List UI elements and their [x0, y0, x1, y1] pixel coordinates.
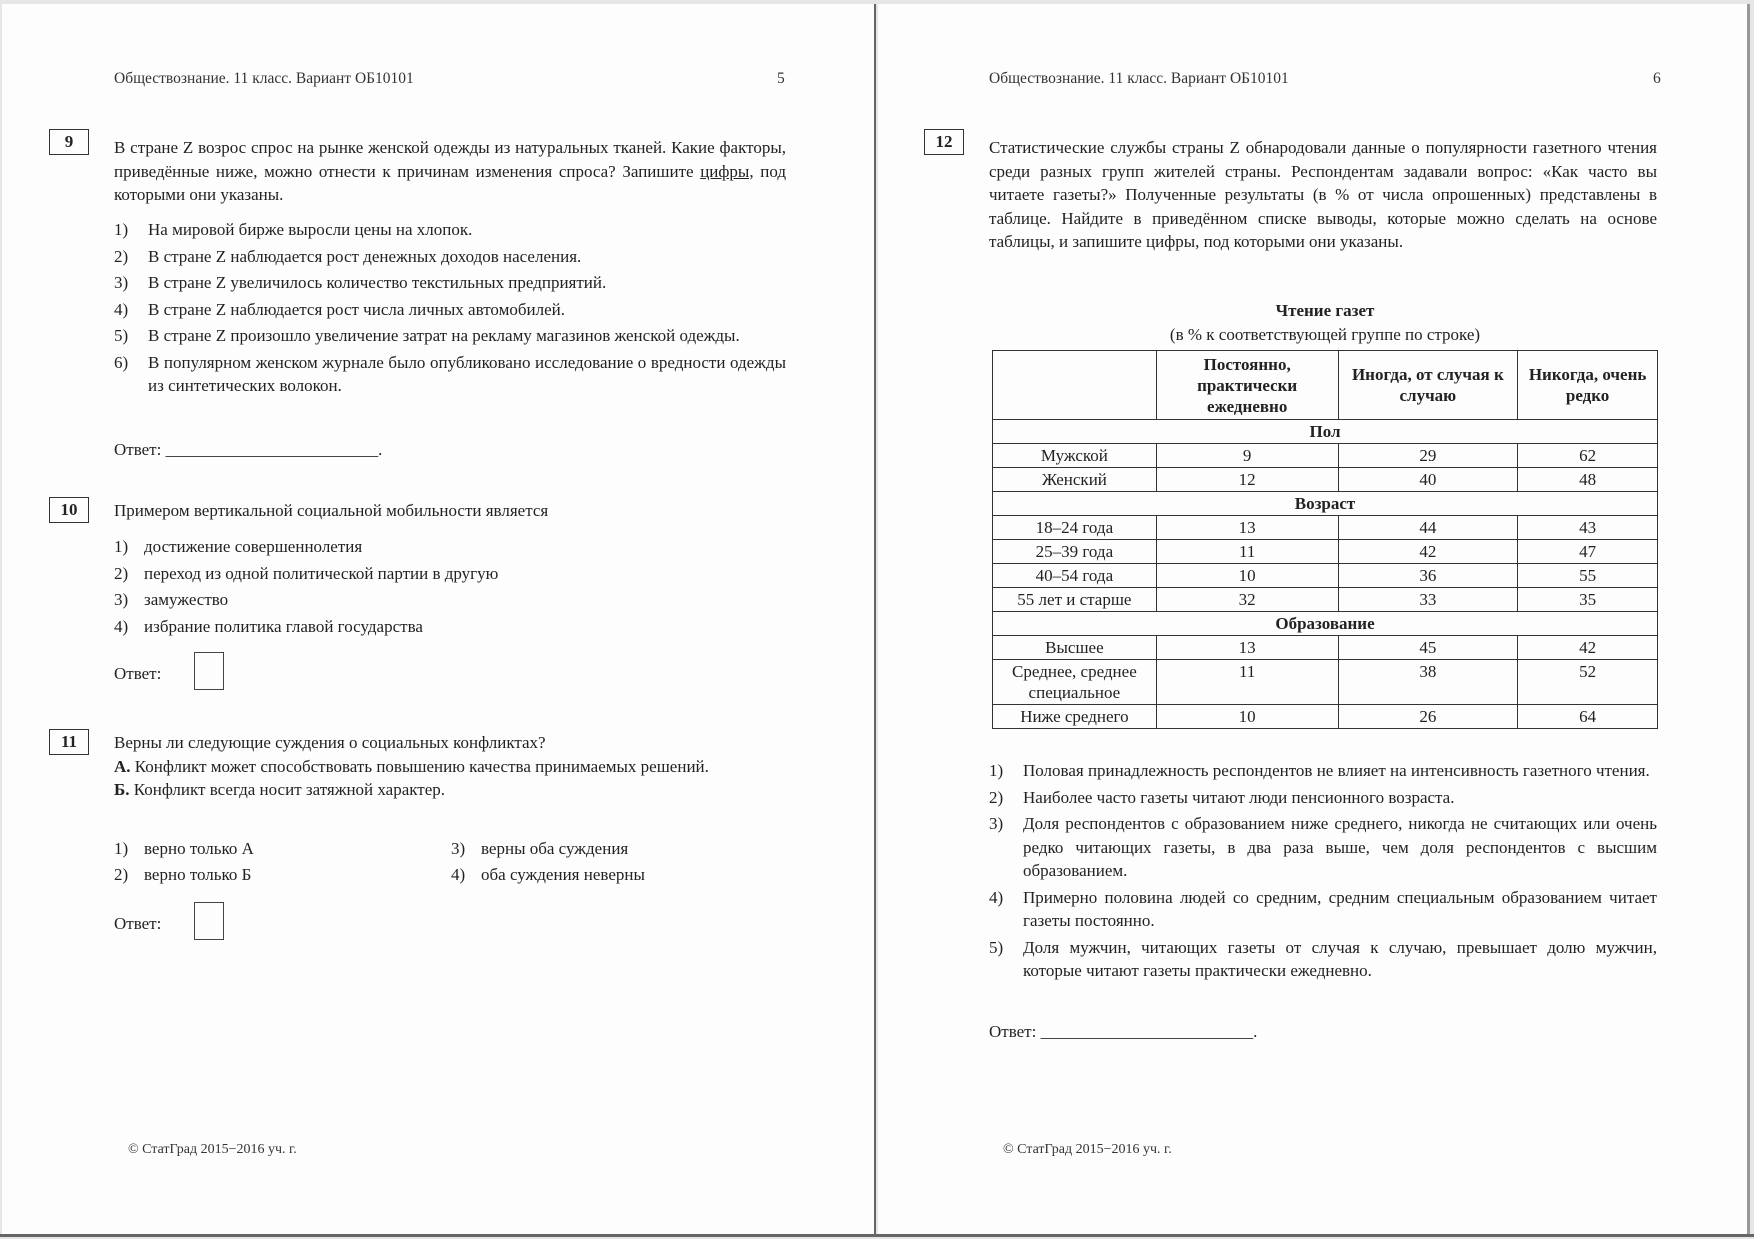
- statement-label: А.: [114, 756, 131, 776]
- option: [114, 837, 434, 861]
- option: [114, 615, 786, 639]
- table-title: Чтение газет: [1275, 301, 1375, 320]
- option-text: Половая принадлежность респондентов не влияет на интенсивность газетного чтения.: [1023, 761, 1650, 780]
- option-number: 5): [114, 326, 129, 345]
- option: [114, 351, 786, 398]
- cell-value: 11: [1156, 540, 1338, 564]
- cell-value: 10: [1156, 705, 1338, 729]
- cell-value: 9: [1156, 444, 1338, 468]
- option-number: 4): [989, 887, 1004, 907]
- cell-value: 13: [1156, 516, 1338, 540]
- option-text: верно только Б: [144, 865, 252, 884]
- page-header-title: Обществознание. 11 класс. Вариант ОБ10101: [114, 70, 414, 87]
- cell-value: 33: [1338, 588, 1518, 612]
- question-12-options: [989, 759, 1657, 983]
- option-text: оба суждения неверны: [481, 865, 645, 884]
- cell-value: 40: [1338, 468, 1518, 492]
- row-label: Среднее, среднее специальное: [993, 660, 1157, 705]
- question-number: 11: [49, 729, 89, 755]
- row-label: Высшее: [993, 636, 1157, 660]
- option: [989, 812, 1657, 883]
- option-number: 3): [989, 814, 1004, 833]
- section-header: Образование: [993, 612, 1658, 636]
- option-number: 2): [114, 865, 129, 884]
- section-row: [993, 492, 1658, 516]
- option-number: 3): [114, 590, 129, 609]
- cell-value: 12: [1156, 468, 1338, 492]
- table-row: [993, 468, 1658, 492]
- row-label: 55 лет и старше: [993, 588, 1157, 612]
- answer-label: Ответ:: [989, 1022, 1037, 1041]
- question-11-text: [114, 731, 786, 802]
- cell-value: 38: [1338, 660, 1518, 705]
- page-number: 5: [777, 70, 785, 87]
- table-row: [993, 705, 1658, 729]
- page-number: 6: [1653, 70, 1661, 87]
- option: [989, 886, 1657, 933]
- option-number: 2): [114, 563, 129, 583]
- option: [114, 535, 786, 559]
- option-text: В стране Z наблюдается рост денежных доходов населения.: [148, 246, 582, 266]
- cell-value: 55: [1518, 564, 1658, 588]
- option-number: 3): [114, 273, 129, 292]
- option-text: замужество: [144, 590, 229, 609]
- option: [114, 863, 434, 887]
- option-text: Доля мужчин, читающих газеты от случая к случаю, превышает долю мужчин, которые читают газеты практически ежедневно.: [1023, 937, 1657, 980]
- option: [114, 218, 786, 242]
- option-text: избрание политика главой государства: [144, 616, 423, 636]
- answer-line[interactable]: _________________________.: [165, 440, 383, 459]
- column-header: [993, 351, 1157, 420]
- cell-value: 47: [1518, 540, 1658, 564]
- cell-value: 36: [1338, 564, 1518, 588]
- row-label: 18–24 года: [993, 516, 1157, 540]
- cell-value: 48: [1518, 468, 1658, 492]
- option: [114, 324, 786, 348]
- bottom-border: [0, 1234, 1754, 1237]
- option-text: Наиболее часто газеты читают люди пенсионного возраста.: [1023, 787, 1455, 807]
- underlined-text: цифры,: [700, 161, 754, 181]
- right-page: [878, 4, 1750, 1235]
- answer-box[interactable]: [194, 902, 224, 940]
- column-header: Никогда, очень редко: [1518, 351, 1658, 420]
- option-text: В стране Z произошло увеличение затрат на рекламу магазинов женской одежды.: [148, 326, 740, 345]
- page-header-title: Обществознание. 11 класс. Вариант ОБ10101: [989, 70, 1289, 87]
- answer-label: Ответ:: [114, 664, 162, 683]
- option: [114, 298, 786, 322]
- question-9-options: [114, 218, 786, 398]
- option-text: переход из одной политической партии в другую: [144, 563, 499, 583]
- cell-value: 45: [1338, 636, 1518, 660]
- statement-text: Конфликт может способствовать повышению качества принимаемых решений.: [130, 756, 709, 776]
- option-number: 4): [451, 865, 466, 884]
- option: [114, 271, 786, 295]
- section-row: [993, 612, 1658, 636]
- option-text: верно только А: [144, 839, 254, 858]
- option-text: В стране Z увеличилось количество текстильных предприятий.: [148, 273, 607, 292]
- option: [451, 863, 771, 887]
- question-10-text: Примером вертикальной социальной мобильности является: [114, 501, 549, 520]
- option-number: 5): [989, 937, 1004, 957]
- option: [989, 936, 1657, 983]
- table-header-row: [993, 351, 1658, 420]
- table-row: [993, 660, 1658, 705]
- option-number: 1): [989, 761, 1004, 780]
- cell-value: 43: [1518, 516, 1658, 540]
- cell-value: 42: [1518, 636, 1658, 660]
- option-text: В стране Z наблюдается рост числа личных автомобилей.: [148, 299, 565, 319]
- cell-value: 42: [1338, 540, 1518, 564]
- question-number: 12: [924, 129, 964, 155]
- section-header: Возраст: [993, 492, 1658, 516]
- footer-copyright: © СтатГрад 2015−2016 уч. г.: [128, 1142, 297, 1157]
- row-label: Ниже среднего: [993, 705, 1157, 729]
- answer-label: Ответ:: [114, 914, 162, 933]
- answer-line[interactable]: _________________________.: [1040, 1022, 1258, 1041]
- answer-label: Ответ:: [114, 440, 162, 459]
- cell-value: 35: [1518, 588, 1658, 612]
- cell-value: 64: [1518, 705, 1658, 729]
- option-number: 6): [114, 352, 129, 372]
- question-10-options: [114, 535, 786, 638]
- option-text: верны оба суждения: [481, 839, 629, 858]
- cell-value: 62: [1518, 444, 1658, 468]
- text: В стране Z возрос спрос на рынке женской одежды из натуральных тканей. Какие факторы, приведённые ниже, можно отнести к причинам изменения спроса? Запишите: [114, 138, 786, 181]
- option-number: 3): [451, 839, 466, 858]
- cell-value: 11: [1156, 660, 1338, 705]
- table-row: [993, 636, 1658, 660]
- option-number: 1): [114, 537, 129, 556]
- footer-copyright: © СтатГрад 2015−2016 уч. г.: [1003, 1142, 1172, 1157]
- statement-a: [114, 755, 786, 779]
- table-row: [993, 564, 1658, 588]
- cell-value: 13: [1156, 636, 1338, 660]
- left-page: [2, 4, 876, 1235]
- option-text: Примерно половина людей со средним, средним специальным образованием читает газеты постоянно.: [1023, 887, 1657, 930]
- option: [451, 837, 771, 861]
- cell-value: 29: [1338, 444, 1518, 468]
- table-row: [993, 588, 1658, 612]
- option-text: В популярном женском журнале было опубликовано исследование о вредности одежды из синтетических волокон.: [148, 352, 786, 395]
- option-text: На мировой бирже выросли цены на хлопок.: [148, 220, 473, 239]
- column-header: Постоянно, практически ежедневно: [1156, 351, 1338, 420]
- table-row: [993, 516, 1658, 540]
- row-label: 25–39 года: [993, 540, 1157, 564]
- option-number: 1): [114, 839, 129, 858]
- answer-box[interactable]: [194, 652, 224, 690]
- column-header: Иногда, от случая к случаю: [1338, 351, 1518, 420]
- row-label: 40–54 года: [993, 564, 1157, 588]
- table-subtitle: (в % к соответствующей группе по строке): [1169, 325, 1481, 344]
- answer-field[interactable]: [114, 440, 382, 460]
- option-text: достижение совершеннолетия: [144, 537, 363, 556]
- cell-value: 26: [1338, 705, 1518, 729]
- text: под которыми они указаны.: [114, 161, 786, 204]
- row-label: Женский: [993, 468, 1157, 492]
- cell-value: 52: [1518, 660, 1658, 705]
- option-text: Доля респондентов с образованием ниже среднего, никогда не считающих или очень редко читающих газеты, в два раза выше, чем доля респондентов с высшим образованием.: [1023, 814, 1657, 880]
- section-header: Пол: [993, 420, 1658, 444]
- statement-b: [114, 778, 786, 802]
- statement-label: Б.: [114, 780, 130, 799]
- question-9-text: [114, 136, 786, 207]
- row-label: Мужской: [993, 444, 1157, 468]
- table-row: [993, 444, 1658, 468]
- option-number: 1): [114, 220, 129, 239]
- question-12-text: Статистические службы страны Z обнародовали данные о популярности газетного чтения среди разных групп жителей страны. Респондентам задавали вопрос: «Как часто вы читаете газеты?» Полученные результаты (в % от числа опрошенных) представлены в таблице. Найдите в приведённом списке выводы, которые можно сделать на основе таблицы, и запишите цифры, под которыми они указаны.: [989, 138, 1657, 251]
- table-caption: [992, 299, 1658, 347]
- cell-value: 32: [1156, 588, 1338, 612]
- answer-field[interactable]: [989, 1022, 1257, 1042]
- option-number: 2): [989, 787, 1004, 807]
- question-text: Верны ли следующие суждения о социальных конфликтах?: [114, 733, 546, 752]
- section-row: [993, 420, 1658, 444]
- option-number: 2): [114, 246, 129, 266]
- option: [114, 588, 786, 612]
- option: [989, 786, 1657, 810]
- question-number: 10: [49, 497, 89, 523]
- cell-value: 44: [1338, 516, 1518, 540]
- option-number: 4): [114, 299, 129, 319]
- option-number: 4): [114, 616, 129, 636]
- option: [989, 759, 1657, 783]
- question-number: 9: [49, 129, 89, 155]
- cell-value: 10: [1156, 564, 1338, 588]
- table-row: [993, 540, 1658, 564]
- statement-text: Конфликт всегда носит затяжной характер.: [129, 780, 446, 799]
- option: [114, 245, 786, 269]
- newspaper-reading-table: [992, 350, 1658, 729]
- option: [114, 562, 786, 586]
